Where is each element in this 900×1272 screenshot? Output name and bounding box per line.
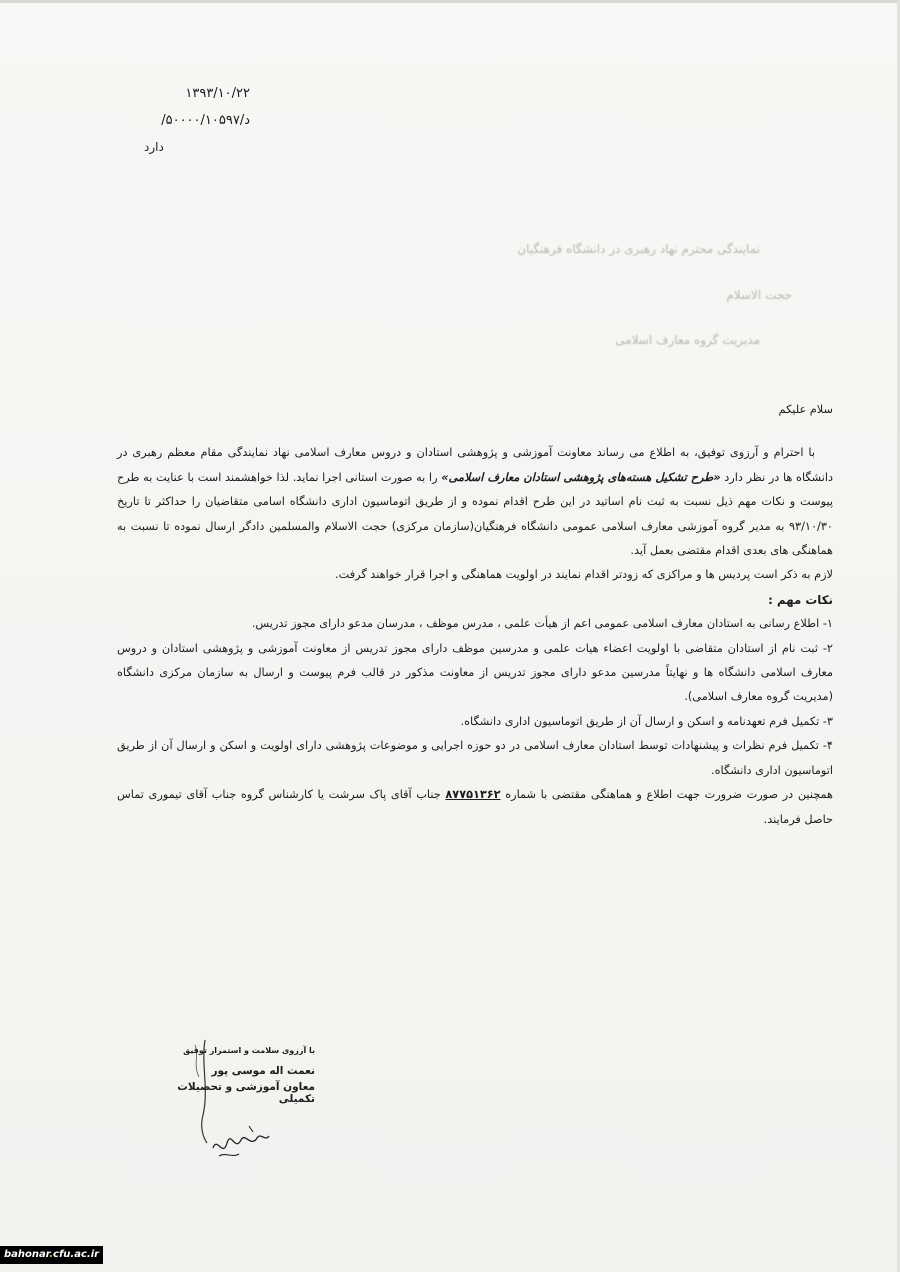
scan-edge-top (0, 0, 900, 3)
closing-text-continued: جناب آقای پاک سرشت یا کارشناس گروه جناب آقای تیموری تماس حاصل فرمایند. (117, 788, 833, 826)
note-item: ۱- اطلاع رسانی به استادان معارف اسلامی عمومی اعم از هیأت علمی ، مدرس موظف ، مدرسان مدعو دارای مجوز تدریس. (251, 617, 833, 631)
handwritten-signature (205, 1118, 275, 1163)
recipient-line-3: مدیریت گروه معارف اسلامی (615, 333, 760, 347)
notes-heading: نکات مهم : (768, 592, 833, 607)
signatory-name: نعمت اله موسی پور (211, 1065, 315, 1077)
recipient-line-1: نمایندگی محترم نهاد رهبری در دانشگاه فرهنگیان (517, 242, 760, 256)
note-item: ۳- تکمیل فرم تعهدنامه و اسکن و ارسال آن از طریق اتوماسیون اداری دانشگاه. (460, 714, 833, 728)
letter-body (117, 398, 833, 832)
signatory-role: معاون آموزشی و تحصیلات تکمیلی (177, 1081, 315, 1105)
priority-note: لازم به ذکر است پردیس ها و مراکزی که زودتر اقدام نمایند در اولویت هماهنگی و اجرا قرار خواهند گرفت. (335, 568, 833, 582)
signature-block (150, 1046, 315, 1105)
watermark-suffix: cfu.ac.ir (53, 1249, 100, 1260)
attachment-label: دارد (144, 140, 164, 154)
recipient-line-2: حجت الاسلام (726, 288, 792, 302)
closing-text: همچنین در صورت ضرورت جهت اطلاع و هماهنگی مقتضی با شماره (505, 788, 834, 802)
letter-header (120, 86, 250, 154)
phone-number: ۸۷۷۵۱۳۶۲ (445, 788, 501, 802)
watermark-prefix: bahonar (3, 1249, 50, 1260)
watermark-dot: . (49, 1249, 54, 1260)
intro-text: با احترام و آرزوی توفیق، به اطلاع می رساند معاونت آموزشی و پژوهشی استادان و دروس معارف اسلامی نهاد نمایندگی مقام معظم رهبری در دانشگاه ها در نظر دارد (117, 446, 834, 484)
closing-paragraph (117, 783, 833, 832)
note-item: ۴- تکمیل فرم نظرات و پیشنهادات توسط استادان معارف اسلامی در دو حوزه اجرایی و موضوعات پژوهشی دارای اولویت و اسکن و ارسال آن از طریق اتوماسیون اداری دانشگاه. (117, 739, 833, 777)
letter-number: د/۵۰۰۰۰/۱۰۵۹۷/ (161, 113, 250, 128)
intro-paragraph (117, 441, 833, 563)
signature-wish: با آرزوی سلامت و استمرار توفیق (183, 1046, 315, 1055)
letter-date: ۱۳۹۳/۱۰/۲۲ (185, 86, 250, 101)
plan-title: «طرح تشکیل هسته‌های پژوهشی استادان معارف اسلامی» (441, 470, 721, 484)
intro-text-continued: را به صورت استانی اجرا نماید. لذا خواهشمند است با عنایت به طرح پیوست و نکات مهم ذیل نسبت به ثبت نام اساتید در این طرح اقدام نموده و از طریق اتوماسیون اداری دانشگاه اسامی متقاضیان را حداکثر تا تاریخ ۹۳/۱۰/۳۰ به مدیر گروه آموزشی معارف اسلامی عمومی دانشگاه فرهنگیان(سازمان مرکزی) حجت الاسلام والمسلمین دادگر ارسال نموده تا نسبت به هماهنگی های بعدی اقدام مقتضی بعمل آید. (117, 470, 833, 558)
greeting: سلام علیکم (778, 403, 833, 416)
site-watermark (0, 1246, 103, 1264)
note-item: ۲- ثبت نام از استادان متقاضی با اولویت اعضاء هیات علمی و مدرسین موظف دارای مجوز تدریس از معاونت آموزشی و پژوهشی استادان و دروس معارف اسلامی دانشگاه ها و نهایتاً مدرسین مدعو دارای مجوز تدریس از معاونت مذکور در قالب فرم پیوست و ارسال به سازمان مرکزی دانشگاه (مدیریت گروه معارف اسلامی). (117, 641, 833, 704)
